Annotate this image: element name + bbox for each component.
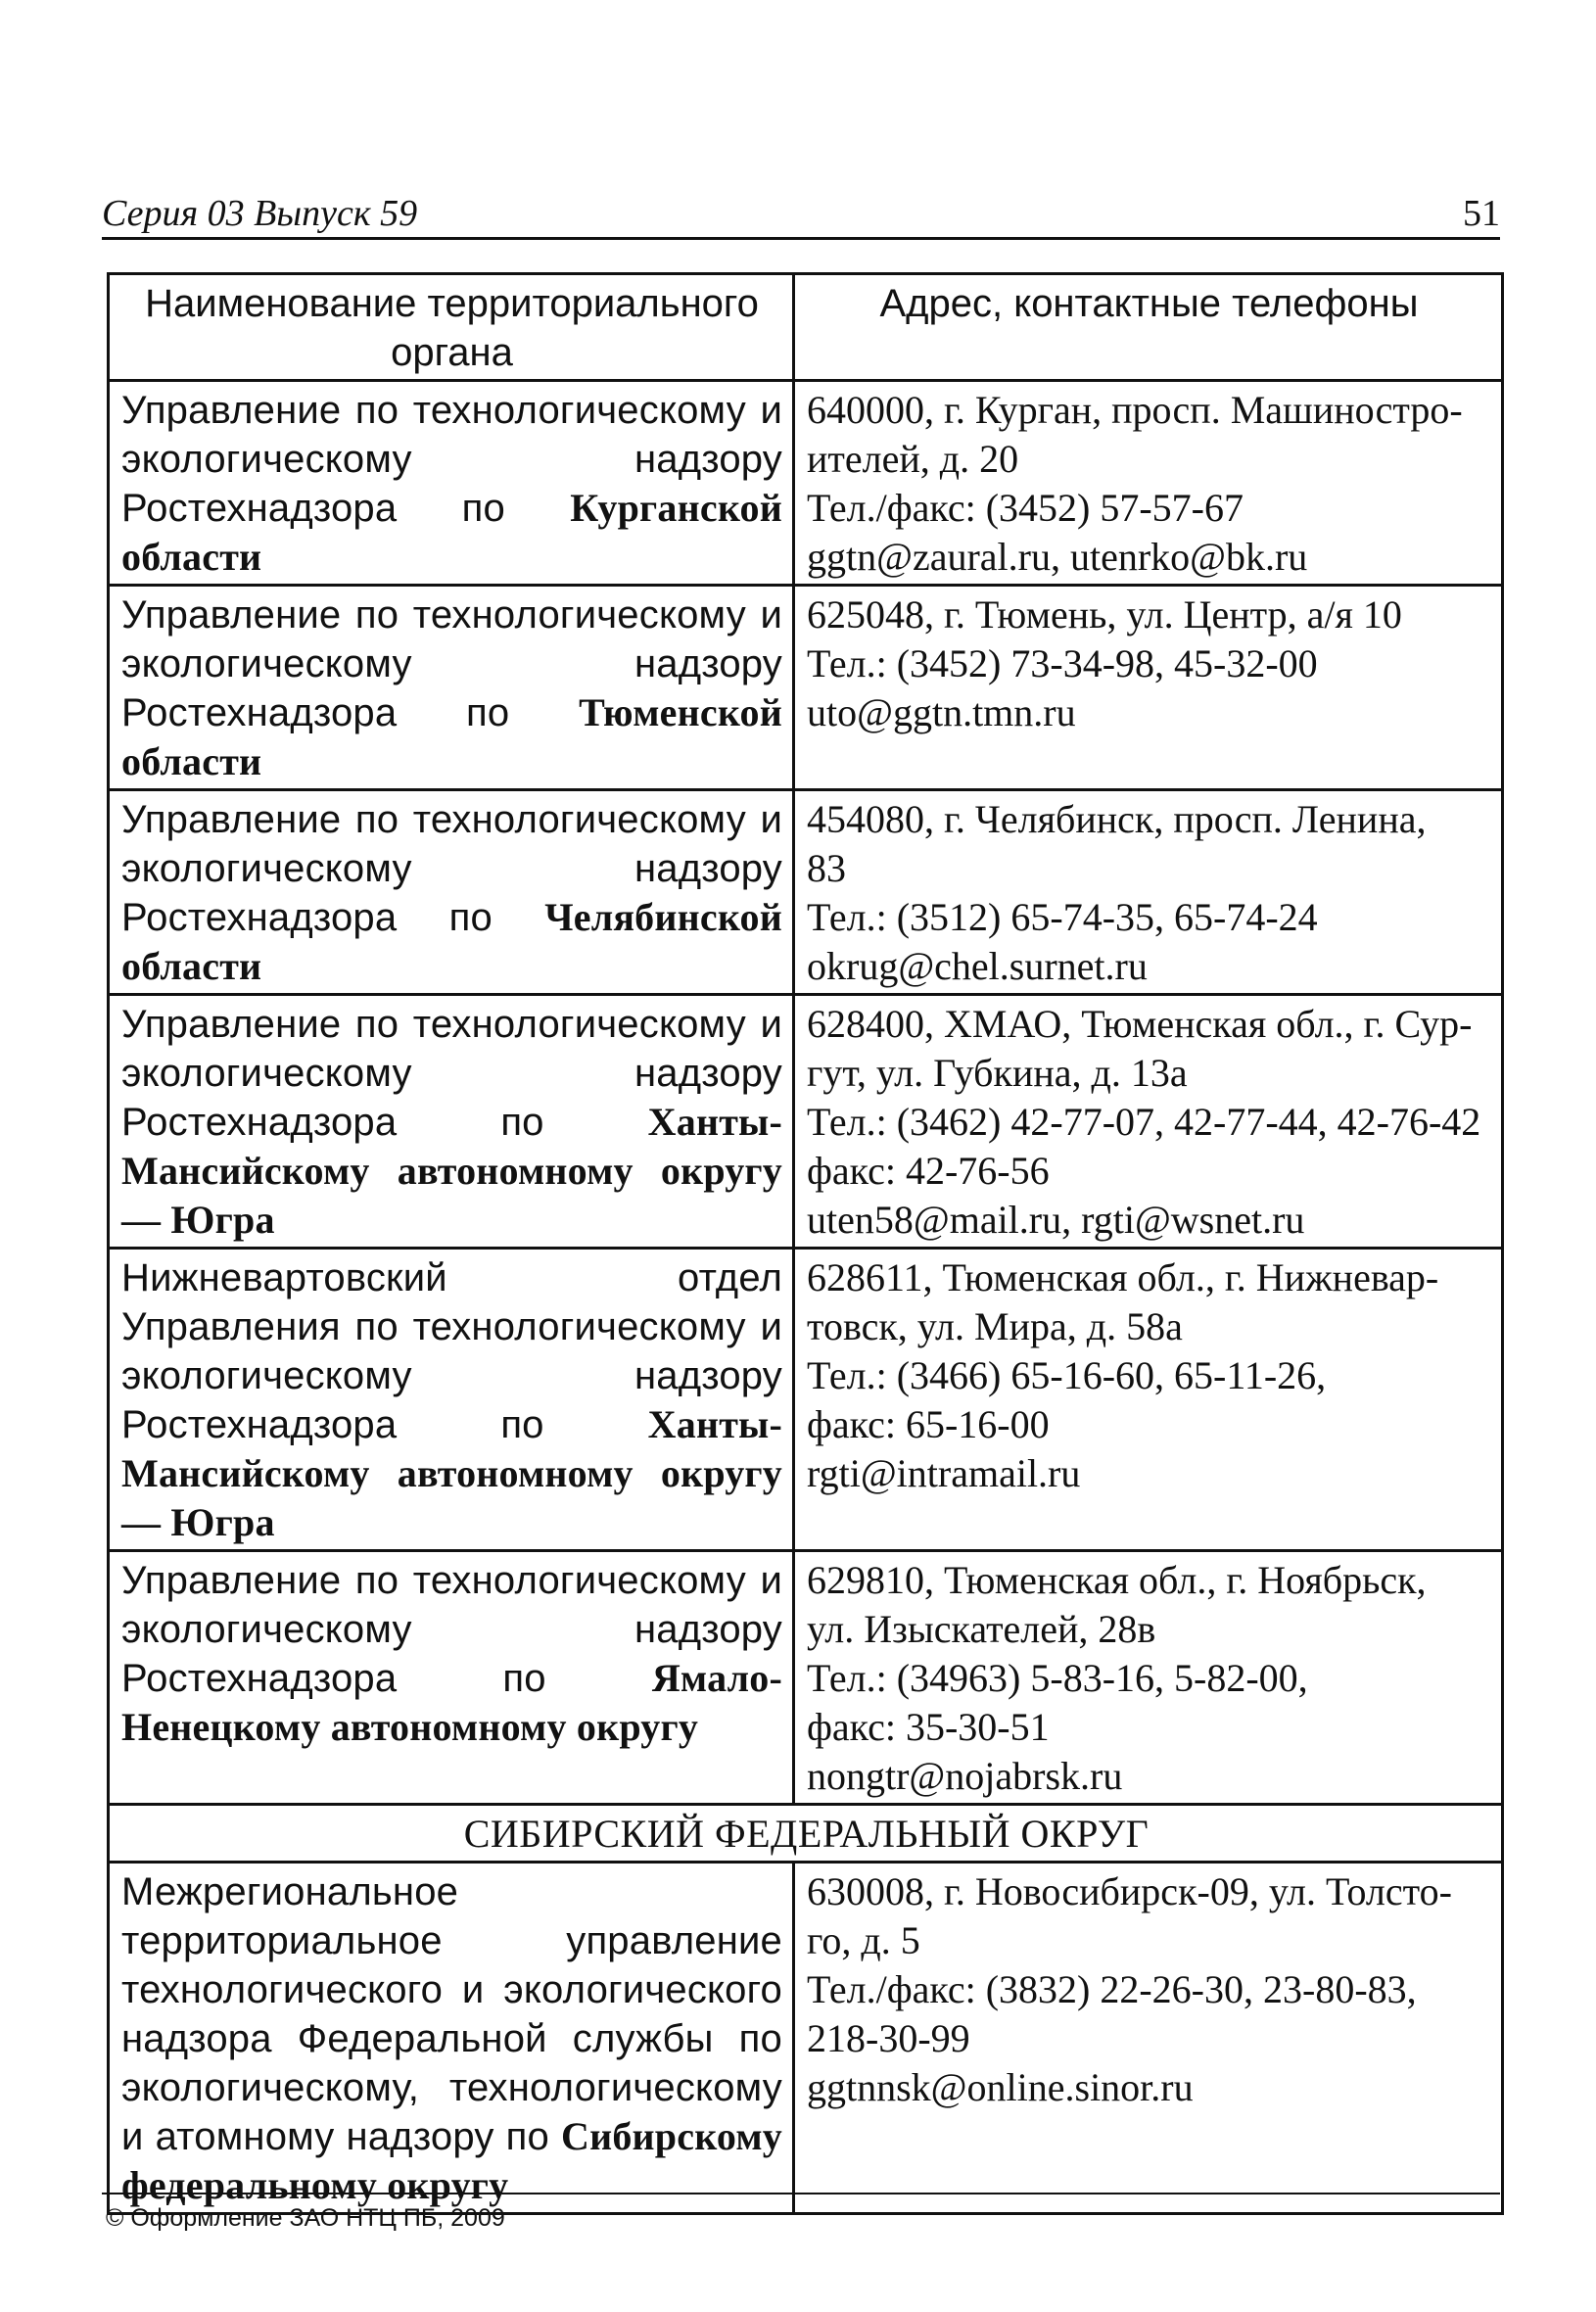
address-line: ул. Изыскателей, 28в [807,1607,1156,1651]
address-line: 218-30-99 [807,2016,970,2060]
table-body-ural [109,381,1503,1805]
running-head [102,192,1500,240]
address-line: 83 [807,846,846,890]
address-line: ителей, д. 20 [807,437,1019,481]
footer-copyright: © Оформление ЗАО НТЦ ПБ, 2009 [106,2204,505,2232]
district-heading-row [109,1805,1503,1863]
organization-name: Управление по технологическому и экологическому надзору Ростехнадзора по [121,1003,782,1144]
organization-name: Управление по технологическому и экологическому надзору Ростехнадзора по [121,593,782,734]
address-line: факс: 35-30-51 [807,1705,1050,1749]
table-row [109,1863,1503,2214]
address-line: ggtn@zaural.ru, utenrko@bk.ru [807,535,1308,579]
address-cell [794,381,1503,586]
footer-rule [102,2193,1500,2194]
address-line: гут, ул. Губкина, д. 13а [807,1051,1188,1095]
organization-cell [109,381,794,586]
table-row [109,381,1503,586]
organization-name: Межрегиональное территориальное управление технологического и экологического надзора Федеральной службы по экологическому, технологическому и атомному надзору по [121,1870,782,2158]
address-cell [794,1551,1503,1805]
address-line: 628611, Тюменская обл., г. Нижневар- [807,1255,1439,1299]
address-cell [794,1249,1503,1551]
organization-name: Нижневартовский отдел Управления по технологическому и экологическому надзору Ростехнадзора по [121,1256,782,1446]
address-line: товск, ул. Мира, д. 58а [807,1304,1183,1348]
address-line: факс: 42-76-56 [807,1149,1050,1193]
address-line: факс: 65-16-00 [807,1402,1050,1446]
region-name: Ямало-Ненецкому автономному округу [121,1656,782,1749]
address-line: 628400, ХМАО, Тюменская обл., г. Сур- [807,1002,1473,1046]
directory-table [107,272,1504,2215]
address-cell [794,1863,1503,2214]
region-name: Сибирскому федеральному округу [121,2114,782,2207]
table-header-row [109,274,1503,381]
region-name: Тюменской области [121,690,782,783]
district-heading: СИБИРСКИЙ ФЕДЕРАЛЬНЫЙ ОКРУГ [109,1805,1503,1863]
organization-name: Управление по технологическому и экологическому надзору Ростехнадзора по [121,1559,782,1700]
address-line: nongtr@nojabrsk.ru [807,1754,1123,1798]
organization-cell [109,1551,794,1805]
address-line: uten58@mail.ru, rgti@wsnet.ru [807,1198,1305,1242]
address-line: rgti@intramail.ru [807,1451,1081,1495]
address-cell [794,586,1503,790]
address-line: 630008, г. Новосибирск-09, ул. Толсто- [807,1869,1452,1913]
address-line: Тел.: (3466) 65-16-60, 65-11-26, [807,1353,1327,1397]
region-name: Ханты-Мансийскому автономному округу — Югра [121,1100,782,1242]
organization-name: Управление по технологическому и экологическому надзору Ростехнадзора по [121,389,782,530]
region-name: Челябинской области [121,895,782,988]
table-row [109,1249,1503,1551]
organization-cell [109,995,794,1249]
address-line: Тел.: (34963) 5-83-16, 5-82-00, [807,1656,1308,1700]
series-title: Серия 03 Выпуск 59 [102,193,418,234]
table-row [109,995,1503,1249]
address-line: 625048, г. Тюмень, ул. Центр, а/я 10 [807,592,1402,637]
address-line: Тел./факс: (3452) 57-57-67 [807,486,1244,530]
address-line: го, д. 5 [807,1918,920,1962]
region-name: Ханты-Мансийскому автономному округу — Югра [121,1402,782,1544]
address-cell [794,995,1503,1249]
page-number: 51 [1463,193,1500,234]
address-line: Тел.: (3512) 65-74-35, 65-74-24 [807,895,1318,939]
organization-name: Управление по технологическому и экологическому надзору Ростехнадзора по [121,798,782,939]
column-header-organization: Наименование территориального органа [109,274,794,381]
address-line: 629810, Тюменская обл., г. Ноябрьск, [807,1558,1427,1602]
address-line: 454080, г. Челябинск, просп. Ленина, [807,797,1427,841]
table-row [109,790,1503,995]
organization-cell [109,790,794,995]
address-cell [794,790,1503,995]
address-line: ggtnnsk@online.sinor.ru [807,2065,1194,2109]
address-line: 640000, г. Курган, просп. Машиностро- [807,388,1463,432]
address-line: uto@ggtn.tmn.ru [807,690,1076,734]
organization-cell [109,1863,794,2214]
address-line: Тел.: (3462) 42-77-07, 42-77-44, 42-76-42 [807,1100,1481,1144]
table-body-siberia [109,1863,1503,2214]
address-line: Тел./факс: (3832) 22-26-30, 23-80-83, [807,1967,1417,2011]
region-name: Курганской области [121,486,782,579]
table-row [109,1551,1503,1805]
organization-cell [109,586,794,790]
organization-cell [109,1249,794,1551]
table-row [109,586,1503,790]
address-line: okrug@chel.surnet.ru [807,944,1148,988]
address-line: Тел.: (3452) 73-34-98, 45-32-00 [807,641,1318,685]
column-header-address: Адрес, контактные телефоны [794,274,1503,381]
